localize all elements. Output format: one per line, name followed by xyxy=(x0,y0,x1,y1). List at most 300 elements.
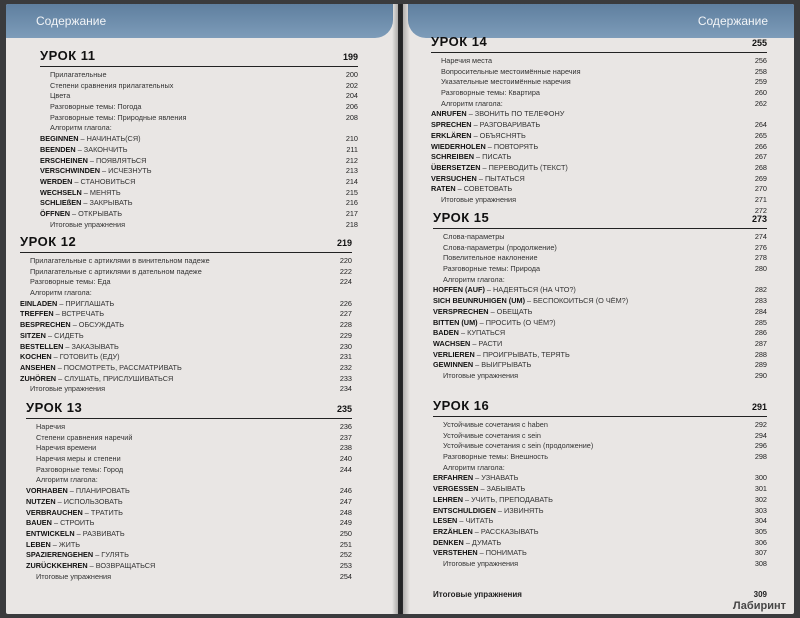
verb-name: ZUHÖREN xyxy=(20,373,57,383)
verb-translation: – ПЕРЕВОДИТЬ (ТЕКСТ) xyxy=(480,162,568,172)
toc-row xyxy=(431,131,767,142)
toc-row xyxy=(433,559,767,570)
toc-row xyxy=(433,307,767,318)
verb-translation: – РАСТИ xyxy=(470,338,503,348)
toc-entry-page: 212 xyxy=(345,155,358,165)
toc-row xyxy=(433,285,767,296)
toc-row xyxy=(40,198,358,209)
toc-entry-text: Итоговые упражнения xyxy=(443,370,519,380)
toc-row xyxy=(40,156,358,167)
toc-entry-page: 204 xyxy=(345,91,358,101)
verb-name: VERSUCHEN xyxy=(431,173,477,183)
toc-row xyxy=(431,77,767,88)
toc-entry-page: 266 xyxy=(754,141,767,151)
toc-row xyxy=(26,475,352,486)
right-page xyxy=(403,4,794,614)
verb-translation: – ЗВОНИТЬ ПО ТЕЛЕФОНУ xyxy=(466,109,565,119)
verb-translation: – ВЫИГРЫВАТЬ xyxy=(473,360,532,370)
toc-entry-page: 249 xyxy=(339,518,352,528)
verb-name: WERDEN xyxy=(40,176,73,186)
verb-name: KOCHEN xyxy=(20,352,52,362)
verb-name: SPAZIERENGEHEN xyxy=(26,550,94,560)
toc-entry-text xyxy=(431,163,568,174)
toc-entry-page: 215 xyxy=(345,187,358,197)
toc-entry-page: 253 xyxy=(339,560,352,570)
verb-name: ANSEHEN xyxy=(20,362,56,372)
toc-row xyxy=(431,99,767,110)
lesson-16 xyxy=(433,398,767,570)
toc-row xyxy=(20,288,352,299)
toc-entry-text xyxy=(40,188,121,199)
verb-name: VERSCHWINDEN xyxy=(40,166,100,176)
toc-entry-page: 234 xyxy=(339,384,352,394)
toc-entry-text: Вопросительные местоимённые наречия xyxy=(441,66,581,76)
verb-translation: – ПРОСИТЬ (О ЧЁМ?) xyxy=(477,317,556,327)
toc-row xyxy=(26,486,352,497)
toc-entry-page: 280 xyxy=(754,264,767,274)
toc-entry-page: 290 xyxy=(754,370,767,380)
toc-entry-page: 268 xyxy=(754,162,767,172)
verb-translation: – ОТКРЫВАТЬ xyxy=(70,208,122,218)
lesson-title: УРОК 15 xyxy=(433,210,490,225)
toc-entry-page: 303 xyxy=(754,505,767,515)
toc-row xyxy=(20,277,352,288)
toc-row xyxy=(433,232,767,243)
toc-row xyxy=(433,318,767,329)
lesson-15 xyxy=(433,210,767,382)
toc-row xyxy=(40,91,358,102)
toc-entry-text: Степени сравнения прилагательных xyxy=(50,80,174,90)
toc-entry-text: Алгоритм глагола: xyxy=(30,288,92,298)
toc-entry-text xyxy=(431,120,540,131)
toc-entry-text: Разговорные темы: Город xyxy=(36,464,124,474)
toc-row xyxy=(20,384,352,395)
verb-name: SPRECHEN xyxy=(431,120,472,130)
lesson-13 xyxy=(26,400,352,582)
toc-entry-text: Наречия xyxy=(36,422,66,431)
toc-entry-text xyxy=(433,473,518,484)
toc-entry-page: 284 xyxy=(754,306,767,316)
toc-entry-text: Итоговые упражнения xyxy=(36,571,112,581)
toc-entry-page: 251 xyxy=(339,539,352,549)
toc-row xyxy=(40,134,358,145)
toc-entry-page: 276 xyxy=(754,242,767,252)
verb-name: SCHLIEßEN xyxy=(40,198,82,208)
toc-row xyxy=(40,81,358,92)
toc-entry-text: Устойчивые сочетания с sein (продолжение) xyxy=(443,441,594,451)
toc-entry-text: Устойчивые сочетания с haben xyxy=(443,420,548,429)
verb-translation: – РАЗВИВАТЬ xyxy=(74,528,125,538)
toc-entry-text xyxy=(433,495,553,506)
toc-row xyxy=(431,67,767,78)
toc-entry-page: 294 xyxy=(754,430,767,440)
right-header-band: Содержание xyxy=(408,4,794,38)
lesson-title: УРОК 14 xyxy=(431,34,488,49)
verb-translation: – ИСПОЛЬЗОВАТЬ xyxy=(55,496,123,506)
toc-entry-page: 304 xyxy=(754,516,767,526)
verb-translation: – ЗАБЫВАТЬ xyxy=(478,484,526,494)
verb-name: BITTEN (UM) xyxy=(433,317,478,327)
lesson-page: 199 xyxy=(342,52,358,62)
verb-translation: – ПОВТОРЯТЬ xyxy=(485,141,539,151)
toc-entry-text: Алгоритм глагола: xyxy=(441,98,503,108)
toc-entry-page: 289 xyxy=(754,360,767,370)
toc-entry-text: Наречия места xyxy=(441,56,493,65)
verb-translation: – СТАНОВИТЬСЯ xyxy=(72,176,136,186)
lesson-page: 219 xyxy=(336,238,352,248)
toc-entry-page: 285 xyxy=(754,317,767,327)
toc-entry-text xyxy=(26,508,123,519)
toc-entry-page: 292 xyxy=(754,420,767,429)
toc-entry-page: 227 xyxy=(339,309,352,319)
verb-translation: – ВОЗВРАЩАТЬСЯ xyxy=(87,560,156,570)
toc-entry-page: 256 xyxy=(754,56,767,65)
toc-entry-text xyxy=(40,209,122,220)
verb-name: VERGESSEN xyxy=(433,484,479,494)
toc-entry-text xyxy=(433,548,527,559)
toc-entry-text xyxy=(433,527,539,538)
lesson-page: 235 xyxy=(336,404,352,414)
toc-entry-text: Прилагательные с артиклями в дательном падеже xyxy=(30,266,202,276)
toc-entry-text: Наречия времени xyxy=(36,443,97,453)
toc-entry-text xyxy=(433,318,556,329)
toc-entry-page: 240 xyxy=(339,454,352,464)
toc-entry-page: 271 xyxy=(754,194,767,204)
toc-row xyxy=(433,296,767,307)
final-exercises-page: 309 xyxy=(753,590,767,599)
toc-row xyxy=(433,243,767,254)
toc-entry-page: 254 xyxy=(339,571,352,581)
toc-entry-page: 282 xyxy=(754,285,767,295)
left-header-band: Содержание xyxy=(6,4,393,38)
toc-entry-text xyxy=(26,518,94,529)
toc-row xyxy=(26,540,352,551)
toc-entry-text xyxy=(20,331,84,342)
toc-entry-text xyxy=(20,299,114,310)
book-gutter xyxy=(392,4,410,614)
left-page xyxy=(6,4,398,614)
labirint-watermark-logo: Лабиринт xyxy=(732,600,786,612)
verb-name: RATEN xyxy=(431,184,456,194)
toc-entry-page: 202 xyxy=(345,80,358,90)
toc-entry-page: 278 xyxy=(754,253,767,263)
toc-row xyxy=(433,253,767,264)
toc-entry-text xyxy=(20,320,124,331)
toc-row xyxy=(433,495,767,506)
toc-entry-text xyxy=(26,540,80,551)
toc-entry-text: Прилагательные xyxy=(50,70,107,79)
toc-row xyxy=(431,174,767,185)
toc-row xyxy=(433,463,767,474)
toc-entry-page: 244 xyxy=(339,464,352,474)
toc-entry-text xyxy=(26,561,155,572)
toc-row xyxy=(433,484,767,495)
toc-entry-text xyxy=(431,131,526,142)
toc-entry-text xyxy=(20,342,119,353)
toc-entry-page: 247 xyxy=(339,496,352,506)
lesson-title: УРОК 16 xyxy=(433,398,490,413)
toc-entry-page: 307 xyxy=(754,548,767,558)
toc-row xyxy=(433,339,767,350)
verb-name: BADEN xyxy=(433,328,459,338)
final-exercises xyxy=(433,590,767,599)
verb-translation: – ОБЕЩАТЬ xyxy=(488,306,533,316)
toc-row xyxy=(40,123,358,134)
toc-entry-text xyxy=(431,174,525,185)
lesson-heading xyxy=(20,234,352,252)
verb-translation: – ПОНИМАТЬ xyxy=(477,548,527,558)
verb-translation: – ЖИТЬ xyxy=(50,539,81,549)
verb-name: NUTZEN xyxy=(26,496,56,506)
toc-row xyxy=(431,163,767,174)
toc-entry-text: Степени сравнения наречий xyxy=(36,432,133,442)
toc-entry-text: Алгоритм глагола: xyxy=(443,274,505,284)
toc-entry-text: Прилагательные с артиклями в винительном падеже xyxy=(30,256,210,265)
toc-entry-text: Разговорные темы: Внешность xyxy=(443,452,549,462)
verb-name: WECHSELN xyxy=(40,187,82,197)
verb-translation: – УЗНАВАТЬ xyxy=(473,473,519,483)
toc-entry-page: 228 xyxy=(339,320,352,330)
toc-row xyxy=(431,142,767,153)
toc-entry-text: Итоговые упражнения xyxy=(30,384,106,394)
toc-entry-text xyxy=(26,529,125,540)
toc-entry-text xyxy=(433,285,576,296)
toc-entry-page: 216 xyxy=(345,198,358,208)
toc-entry-text xyxy=(40,198,133,209)
toc-row xyxy=(20,299,352,310)
verb-name: ERZÄHLEN xyxy=(433,526,473,536)
toc-entry-text xyxy=(40,156,146,167)
verb-name: ERKLÄREN xyxy=(431,130,472,140)
toc-entry-text xyxy=(20,363,182,374)
verb-translation: – ТРАТИТЬ xyxy=(82,507,123,517)
toc-entry-text: Указательные местоимённые наречия xyxy=(441,77,571,87)
toc-entry-page: 274 xyxy=(754,232,767,241)
verb-name: BESTELLEN xyxy=(20,341,64,351)
toc-entry-page: 296 xyxy=(754,441,767,451)
toc-row xyxy=(433,452,767,463)
toc-row xyxy=(20,256,352,267)
toc-entry-page: 229 xyxy=(339,330,352,340)
lesson-heading xyxy=(431,34,767,52)
toc-entry-page: 258 xyxy=(754,66,767,76)
toc-row xyxy=(20,342,352,353)
toc-entry-text: Наречия меры и степени xyxy=(36,454,121,464)
toc-entry-text xyxy=(431,184,512,195)
toc-row xyxy=(433,527,767,538)
toc-entry-text xyxy=(26,497,123,508)
toc-entry-page: 259 xyxy=(754,77,767,87)
toc-entry-text xyxy=(433,506,544,517)
verb-translation: – НАДЕЯТЬСЯ (НА ЧТО?) xyxy=(484,285,576,295)
verb-translation: – НАЧИНАТЬ(СЯ) xyxy=(78,134,141,144)
verb-translation: – СИДЕТЬ xyxy=(45,330,84,340)
toc-entry-text xyxy=(20,309,104,320)
toc-entry-page: 302 xyxy=(754,494,767,504)
verb-name: VORHABEN xyxy=(26,486,68,496)
toc-entry-page: 308 xyxy=(754,558,767,568)
toc-entry-page: 206 xyxy=(345,102,358,112)
verb-translation: – ИСЧЕЗНУТЬ xyxy=(100,166,152,176)
verb-translation: – ПРИГЛАШАТЬ xyxy=(57,298,115,308)
verb-translation: – РАЗГОВАРИВАТЬ xyxy=(471,120,541,130)
toc-entry-text: Итоговые упражнения xyxy=(443,558,519,568)
toc-entry-page: 214 xyxy=(345,176,358,186)
toc-entry-text xyxy=(433,339,502,350)
toc-row xyxy=(433,441,767,452)
toc-entry-text xyxy=(40,134,141,145)
toc-row xyxy=(433,264,767,275)
toc-row xyxy=(20,363,352,374)
toc-row xyxy=(431,152,767,163)
lesson-heading xyxy=(26,400,352,418)
verb-translation: – ОБСУЖДАТЬ xyxy=(70,320,125,330)
toc-entry-text: Алгоритм глагола: xyxy=(50,123,112,133)
toc-entry-text xyxy=(26,550,129,561)
verb-name: WACHSEN xyxy=(433,338,471,348)
toc-entry-text: Устойчивые сочетания с sein xyxy=(443,430,541,440)
verb-name: EINLADEN xyxy=(20,298,58,308)
toc-row xyxy=(26,497,352,508)
verb-name: ÜBERSETZEN xyxy=(431,162,481,172)
toc-entry-text: Разговорные темы: Погода xyxy=(50,102,142,112)
verb-name: SITZEN xyxy=(20,330,46,340)
toc-entry-text: Повелительное наклонение xyxy=(443,253,538,263)
toc-row xyxy=(433,360,767,371)
toc-entry-page: 300 xyxy=(754,473,767,483)
toc-row xyxy=(20,352,352,363)
verb-translation: – ИЗВИНЯТЬ xyxy=(495,505,544,515)
verb-name: BAUEN xyxy=(26,518,52,528)
toc-entry-page: 226 xyxy=(339,298,352,308)
toc-entry-text xyxy=(433,516,493,527)
final-exercises-label: Итоговые упражнения xyxy=(433,590,522,599)
verb-name: BESPRECHEN xyxy=(20,320,71,330)
toc-row xyxy=(26,508,352,519)
toc-entry-text: Алгоритм глагола: xyxy=(36,475,98,485)
verb-translation: – КУПАТЬСЯ xyxy=(458,328,506,338)
verb-name: SCHREIBEN xyxy=(431,152,474,162)
toc-row xyxy=(433,420,767,431)
toc-row xyxy=(26,454,352,465)
verb-name: GEWINNEN xyxy=(433,360,474,370)
toc-entry-page: 246 xyxy=(339,486,352,496)
toc-entry-text xyxy=(433,307,532,318)
toc-row xyxy=(26,465,352,476)
toc-row xyxy=(433,538,767,549)
verb-name: VERBRAUCHEN xyxy=(26,507,83,517)
verb-name: VERLIEREN xyxy=(433,349,475,359)
toc-entry-page: 252 xyxy=(339,550,352,560)
verb-translation: – ОБЪЯСНЯТЬ xyxy=(471,130,526,140)
toc-entry-page: 270 xyxy=(754,184,767,194)
toc-row xyxy=(20,309,352,320)
toc-entry-page: 232 xyxy=(339,362,352,372)
toc-entry-text xyxy=(433,360,531,371)
toc-entry-text xyxy=(433,296,628,307)
verb-name: LEBEN xyxy=(26,539,51,549)
toc-entry-page: 267 xyxy=(754,152,767,162)
toc-entry-text xyxy=(40,166,152,177)
verb-translation: – ПРОИГРЫВАТЬ, ТЕРЯТЬ xyxy=(474,349,570,359)
verb-name: LEHREN xyxy=(433,494,463,504)
toc-entry-text: Итоговые упражнения xyxy=(441,194,517,204)
toc-entry-text: Слова-параметры xyxy=(443,232,505,241)
verb-name: VERSPRECHEN xyxy=(433,306,489,316)
toc-row xyxy=(20,331,352,342)
toc-row xyxy=(20,374,352,385)
toc-row xyxy=(431,120,767,131)
toc-entry-text: Разговорные темы: Природные явления xyxy=(50,112,187,122)
toc-row xyxy=(26,443,352,454)
verb-translation: – МЕНЯТЬ xyxy=(81,187,121,197)
toc-entry-text xyxy=(40,145,128,156)
toc-row xyxy=(26,529,352,540)
lesson-heading xyxy=(433,210,767,228)
toc-row xyxy=(40,113,358,124)
verb-name: ERSCHEINEN xyxy=(40,155,88,165)
toc-entry-page: 231 xyxy=(339,352,352,362)
verb-translation: – БЕСПОКОИТЬСЯ (О ЧЁМ?) xyxy=(525,296,629,306)
verb-translation: – ВСТРЕЧАТЬ xyxy=(53,309,105,319)
toc-entry-text xyxy=(40,177,135,188)
toc-entry-page: 200 xyxy=(345,70,358,79)
toc-entry-text xyxy=(433,538,501,549)
toc-entry-page: 224 xyxy=(339,277,352,287)
verb-translation: – СТРОИТЬ xyxy=(51,518,95,528)
verb-name: LESEN xyxy=(433,516,458,526)
lesson-rule xyxy=(40,66,358,67)
toc-entry-page: 262 xyxy=(754,98,767,108)
lesson-14 xyxy=(431,34,767,216)
toc-row xyxy=(433,516,767,527)
toc-row xyxy=(40,209,358,220)
toc-entry-page: 250 xyxy=(339,528,352,538)
verb-name: ENTSCHULDIGEN xyxy=(433,505,496,515)
toc-entry-text: Цвета xyxy=(50,91,71,101)
toc-entry-text: Разговорные темы: Еда xyxy=(30,277,111,287)
toc-entry-page: 218 xyxy=(345,219,358,229)
toc-row xyxy=(20,320,352,331)
toc-row xyxy=(433,275,767,286)
toc-row xyxy=(433,350,767,361)
verb-translation: – ПИСАТЬ xyxy=(473,152,512,162)
verb-translation: – ЗАКАЗЫВАТЬ xyxy=(63,341,119,351)
toc-entry-page: 237 xyxy=(339,432,352,442)
toc-entry-page: 211 xyxy=(346,144,358,154)
verb-translation: – ГУЛЯТЬ xyxy=(93,550,129,560)
toc-entry-page: 286 xyxy=(754,328,767,338)
lesson-rule xyxy=(20,252,352,253)
toc-row xyxy=(40,102,358,113)
toc-row xyxy=(26,433,352,444)
toc-entry-page: 260 xyxy=(754,88,767,98)
toc-entry-page: 236 xyxy=(339,422,352,431)
toc-entry-page: 283 xyxy=(754,296,767,306)
verb-name: DENKEN xyxy=(433,537,464,547)
lesson-page: 255 xyxy=(751,38,767,48)
toc-row xyxy=(26,550,352,561)
verb-translation: – ПОЯВЛЯТЬСЯ xyxy=(87,155,147,165)
verb-name: SICH BEUNRUHIGEN (UM) xyxy=(433,296,526,306)
verb-translation: – ЗАКОНЧИТЬ xyxy=(75,144,128,154)
toc-entry-page: 272 xyxy=(754,205,767,215)
toc-row xyxy=(433,548,767,559)
toc-entry-page: 306 xyxy=(754,537,767,547)
toc-entry-page: 213 xyxy=(345,166,358,176)
verb-translation: – ПЛАНИРОВАТЬ xyxy=(67,486,130,496)
lesson-11 xyxy=(40,48,358,230)
